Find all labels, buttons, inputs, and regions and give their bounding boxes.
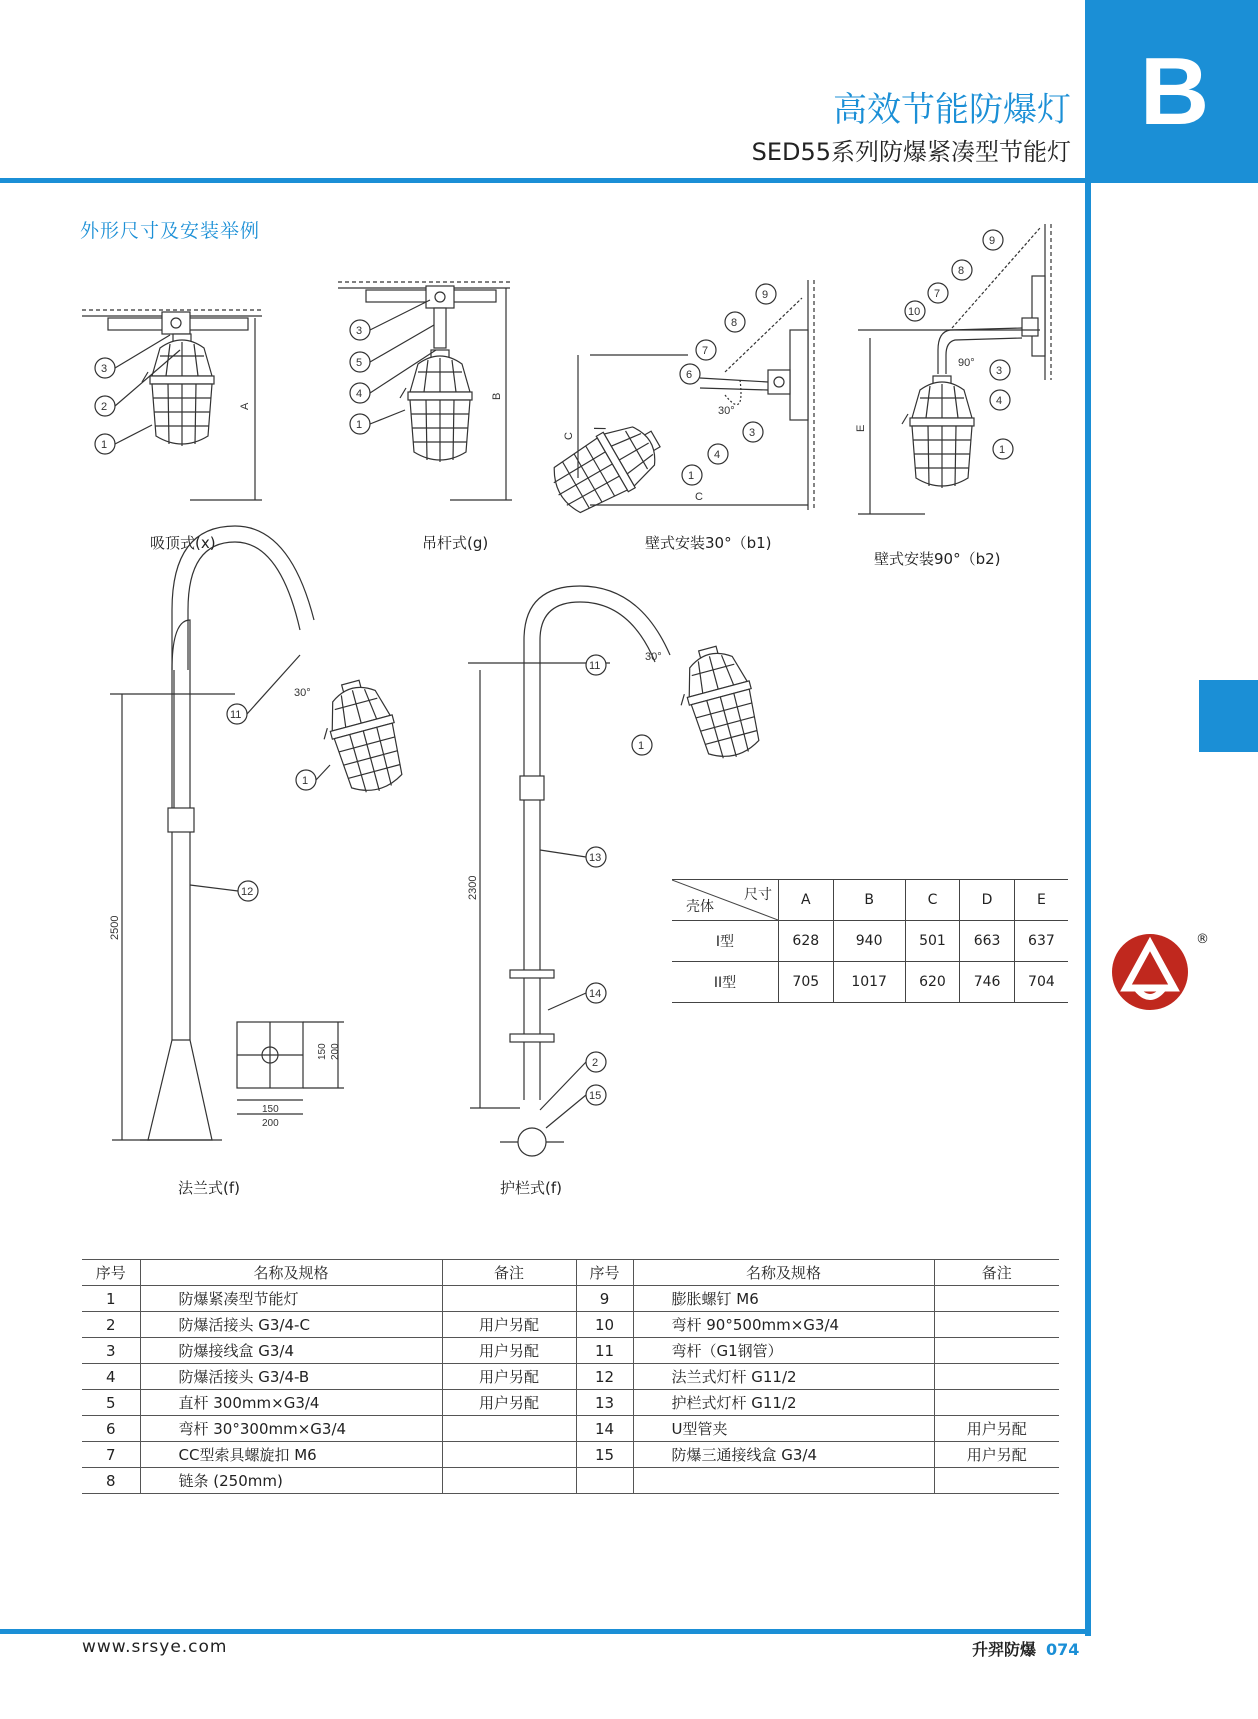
svg-text:1: 1 [101,439,108,451]
caption-pendant-mount: 吊杆式(g) [422,534,489,552]
svg-text:7: 7 [934,288,941,300]
parts-row [82,1312,1059,1338]
parts-row [82,1286,1059,1312]
svg-text:6: 6 [686,369,693,381]
parts-cell: 弯杆 30°300mm×G3/4 [140,1416,442,1442]
parts-header: 备注 [442,1260,576,1286]
parts-cell: 弯杆 90°500mm×G3/4 [633,1312,934,1338]
svg-text:11: 11 [589,660,601,672]
dimension-row-label: I型 [672,921,779,962]
drawing-flange-pole [109,526,410,1140]
svg-text:10: 10 [908,306,921,318]
parts-row [82,1468,1059,1494]
parts-row [82,1442,1059,1468]
header-rule [0,178,1090,183]
parts-cell: 用户另配 [442,1312,576,1338]
parts-cell: 链条 (250mm) [140,1468,442,1494]
parts-cell: 防爆活接头 G3/4-B [140,1364,442,1390]
parts-cell: 直杆 300mm×G3/4 [140,1390,442,1416]
svg-text:13: 13 [589,852,602,864]
parts-row [82,1416,1059,1442]
parts-cell: 膨胀螺钉 M6 [633,1286,934,1312]
section-letter-block: B [1091,0,1258,183]
svg-text:8: 8 [958,265,965,277]
drawing-pendant-mount [338,282,512,500]
parts-header: 备注 [934,1260,1059,1286]
parts-cell: 11 [576,1338,633,1364]
parts-cell: 防爆三通接线盒 G3/4 [633,1442,934,1468]
parts-cell: 12 [576,1364,633,1390]
parts-cell [934,1468,1059,1494]
dimension-cell: 637 [1014,921,1068,962]
svg-text:1: 1 [999,444,1006,456]
dim-label-e: E [855,424,867,432]
angle-label-90: 90° [958,357,975,369]
dimension-header-row [672,880,1068,921]
right-rule [1085,0,1091,1636]
installation-drawings [0,200,1080,1290]
parts-cell: 6 [82,1416,140,1442]
parts-cell: 5 [82,1390,140,1416]
parts-cell: 14 [576,1416,633,1442]
parts-cell [576,1468,633,1494]
dim-label-200-horizontal: 200 [262,1118,279,1129]
parts-cell: 法兰式灯杆 G11/2 [633,1364,934,1390]
dimension-cell: 940 [833,921,905,962]
svg-text:11: 11 [230,709,242,721]
dimension-cell: 746 [960,962,1015,1003]
dimension-header: E [1014,880,1068,921]
svg-text:1: 1 [688,470,695,482]
parts-row [82,1338,1059,1364]
parts-cell [442,1416,576,1442]
svg-text:14: 14 [589,988,602,1000]
parts-cell: 8 [82,1468,140,1494]
dimension-row-label: II型 [672,962,779,1003]
drawing-wall-30 [539,280,814,523]
parts-header: 序号 [82,1260,140,1286]
parts-cell: 护栏式灯杆 G11/2 [633,1390,934,1416]
dimension-header: A [779,880,834,921]
dimension-header: C [905,880,960,921]
angle-label-30-flange: 30° [294,687,311,699]
svg-text:5: 5 [356,357,363,369]
parts-cell [442,1286,576,1312]
parts-cell: 用户另配 [442,1390,576,1416]
svg-text:2: 2 [592,1057,599,1069]
dim-label-2300: 2300 [467,875,479,900]
parts-cell [934,1312,1059,1338]
dimension-table [672,879,1068,1003]
parts-cell: 用户另配 [442,1338,576,1364]
angle-label-30-rail: 30° [645,651,662,663]
dim-label-c-horizontal: C [695,491,703,503]
parts-cell: 15 [576,1442,633,1468]
dimension-row [672,962,1068,1003]
parts-header: 名称及规格 [140,1260,442,1286]
drawing-wall-90 [855,224,1051,514]
dimension-cell: 501 [905,921,960,962]
corner-label-size: 尺寸 [744,887,772,903]
dimension-cell: 663 [960,921,1015,962]
page-title: 高效节能防爆灯 [833,90,1071,130]
svg-text:2: 2 [101,401,108,413]
svg-text:7: 7 [702,345,709,357]
parts-cell: 7 [82,1442,140,1468]
svg-text:8: 8 [731,317,738,329]
parts-cell: 2 [82,1312,140,1338]
parts-cell: 防爆接线盒 G3/4 [140,1338,442,1364]
parts-table [82,1259,1059,1494]
parts-cell: 10 [576,1312,633,1338]
caption-wall-90: 壁式安装90°（b2) [874,550,1001,568]
parts-cell [442,1442,576,1468]
parts-cell: 13 [576,1390,633,1416]
svg-text:1: 1 [638,740,645,752]
caption-rail-pole: 护栏式(f) [500,1179,562,1197]
dimension-cell: 628 [779,921,834,962]
corner-label-housing: 壳体 [686,899,714,915]
dimension-cell: 705 [779,962,834,1003]
dimension-cell: 620 [905,962,960,1003]
parts-cell: 用户另配 [934,1416,1059,1442]
parts-cell [934,1286,1059,1312]
svg-text:1: 1 [302,775,309,787]
caption-wall-30: 壁式安装30°（b1) [645,534,772,552]
page-subtitle: SED55系列防爆紧凑型节能灯 [751,138,1071,166]
parts-cell: 1 [82,1286,140,1312]
svg-text:4: 4 [996,395,1003,407]
dim-label-b: B [491,392,503,400]
dim-label-150-vertical: 150 [317,1043,328,1060]
parts-cell: 用户另配 [934,1442,1059,1468]
dim-label-150-horizontal: 150 [262,1104,279,1115]
parts-cell: 3 [82,1338,140,1364]
dimension-header: B [833,880,905,921]
dim-label-a: A [239,402,251,410]
parts-row [82,1390,1059,1416]
parts-cell [934,1338,1059,1364]
parts-cell [442,1468,576,1494]
footer-rule [0,1629,1091,1634]
section-title: 外形尺寸及安装举例 [80,220,261,242]
drawing-rail-pole [467,586,767,1156]
svg-text:3: 3 [749,427,756,439]
svg-text:9: 9 [989,235,996,247]
parts-cell: 9 [576,1286,633,1312]
parts-header: 名称及规格 [633,1260,934,1286]
parts-cell [934,1364,1059,1390]
angle-label-30-wall: 30° [718,405,735,417]
svg-text:3: 3 [996,365,1003,377]
svg-text:9: 9 [762,289,769,301]
parts-cell [633,1468,934,1494]
parts-header-row [82,1260,1059,1286]
parts-cell: U型管夹 [633,1416,934,1442]
svg-text:4: 4 [714,449,721,461]
parts-cell: CC型索具螺旋扣 M6 [140,1442,442,1468]
footer-brand-page [972,1637,1079,1660]
brand-logo [1108,930,1192,1014]
dimension-corner-cell [672,880,779,921]
dimension-cell: 704 [1014,962,1068,1003]
dim-label-c-vertical: C [563,432,575,440]
parts-cell: 弯杆（G1钢管） [633,1338,934,1364]
dim-label-200-vertical: 200 [330,1043,341,1060]
parts-cell: 用户另配 [442,1364,576,1390]
footer-website[interactable]: www.srsye.com [82,1637,228,1657]
svg-text:3: 3 [356,325,363,337]
side-tab-marker [1199,680,1258,752]
dimension-cell: 1017 [833,962,905,1003]
parts-cell: 防爆活接头 G3/4-C [140,1312,442,1338]
svg-text:15: 15 [589,1090,602,1102]
footer-brand: 升羿防爆 [972,1640,1037,1659]
parts-cell: 防爆紧凑型节能灯 [140,1286,442,1312]
registered-mark: ® [1196,932,1209,947]
svg-text:12: 12 [241,886,254,898]
dim-label-2500: 2500 [109,915,121,940]
svg-text:4: 4 [356,388,363,400]
dimension-row [672,921,1068,962]
drawing-ceiling-mount [82,310,262,500]
page-number: 074 [1046,1640,1080,1659]
parts-row [82,1364,1059,1390]
caption-flange-pole: 法兰式(f) [178,1179,240,1197]
dimension-header: D [960,880,1015,921]
parts-cell [934,1390,1059,1416]
svg-text:1: 1 [356,419,363,431]
svg-text:3: 3 [101,363,108,375]
parts-header: 序号 [576,1260,633,1286]
parts-cell: 4 [82,1364,140,1390]
caption-ceiling-mount: 吸顶式(x) [150,534,216,552]
